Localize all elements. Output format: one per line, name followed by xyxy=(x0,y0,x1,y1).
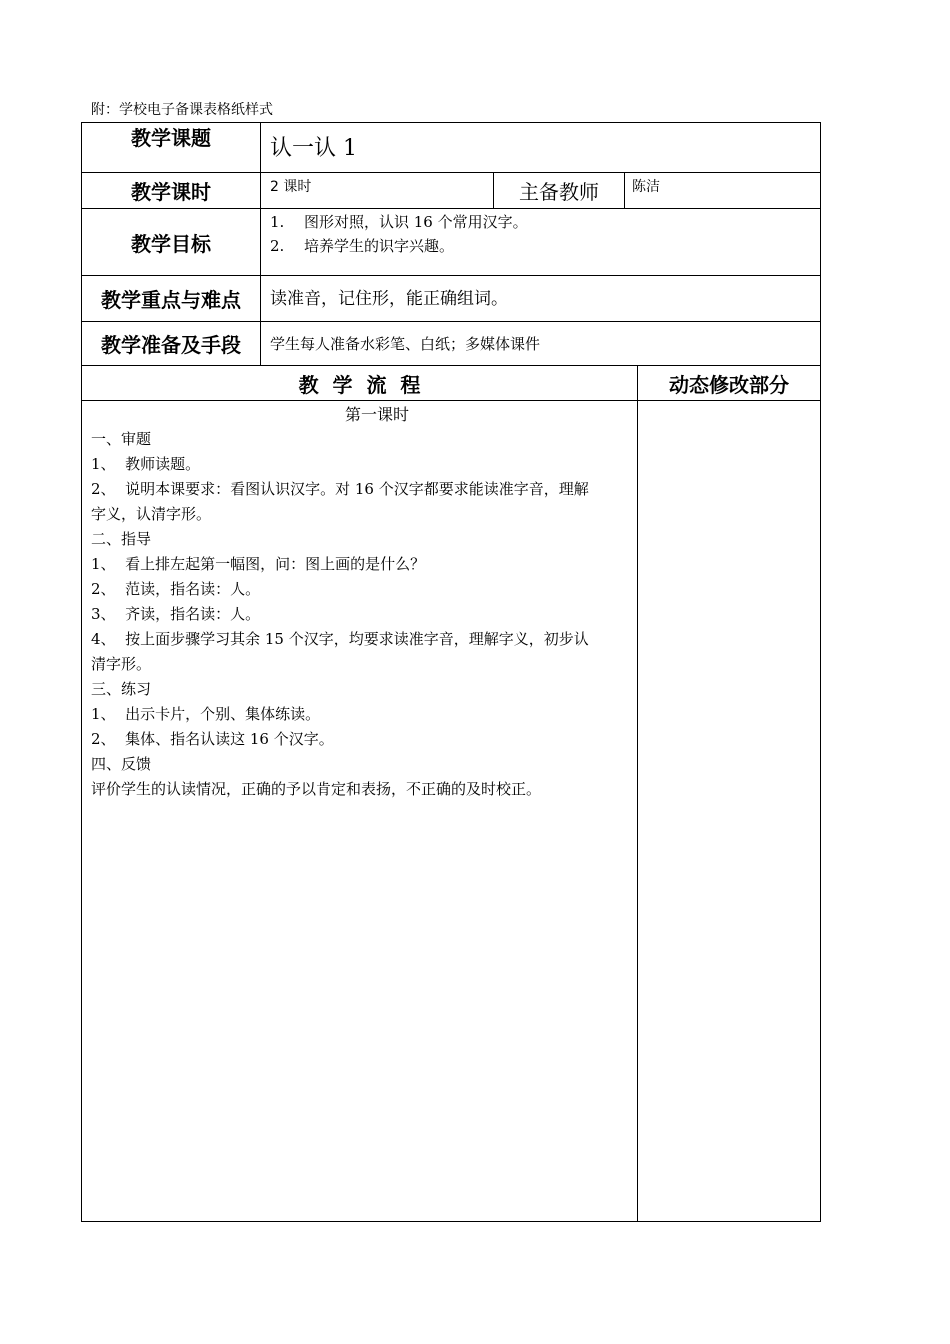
flow-line: 1、 看上排左起第一幅图，问：图上画的是什么？ xyxy=(91,555,426,573)
goal-text: 培养学生的识字兴趣。 xyxy=(304,237,455,255)
flow-line: 2、 集体、指名认读这 16 个汉字。 xyxy=(91,730,334,748)
goal-item xyxy=(270,234,454,258)
flow-line: 四、反馈 xyxy=(91,755,152,773)
teacher-value: 陈洁 xyxy=(632,179,660,195)
column-divider xyxy=(624,172,625,209)
dynamic-header: 动态修改部分 xyxy=(669,372,789,397)
column-divider xyxy=(260,122,261,366)
flow-line: 2、 范读，指名读：人。 xyxy=(91,580,261,598)
flow-line: 2、 说明本课要求：看图认识汉字。对 16 个汉字都要求能读准字音，理解 xyxy=(91,480,589,498)
flow-line: 3、 齐读，指名读：人。 xyxy=(91,605,261,623)
column-divider xyxy=(637,365,638,1222)
goal-number: 2. xyxy=(270,237,285,255)
row-divider xyxy=(81,400,821,401)
preparation-value: 学生每人准备水彩笔、白纸；多媒体课件 xyxy=(270,335,541,353)
goal-text: 图形对照，认识 16 个常用汉字。 xyxy=(304,213,528,231)
goal-number: 1. xyxy=(270,213,285,231)
flow-line: 1、 出示卡片，个别、集体练读。 xyxy=(91,705,321,723)
page-caption: 附：学校电子备课表格纸样式 xyxy=(91,102,273,118)
flow-line: 二、指导 xyxy=(91,530,152,548)
topic-value: 认一认 1 xyxy=(270,136,357,161)
flow-line: 1、 教师读题。 xyxy=(91,455,201,473)
flow-line: 三、练习 xyxy=(91,680,152,698)
flow-line: 清字形。 xyxy=(91,655,152,673)
flow-header: 教 学 流 程 xyxy=(298,372,421,397)
flow-line: 4、 按上面步骤学习其余 15 个汉字，均要求读准字音，理解字义，初步认 xyxy=(91,630,589,648)
flow-body xyxy=(91,427,631,802)
flow-line: 字义，认清字形。 xyxy=(91,505,212,523)
goals-label: 教学目标 xyxy=(131,231,211,256)
key-points-label: 教学重点与难点 xyxy=(101,288,241,312)
session-title: 第一课时 xyxy=(344,405,409,424)
topic-label: 教学课题 xyxy=(131,125,211,150)
goal-item xyxy=(270,210,528,234)
hours-value: 2 课时 xyxy=(270,179,312,195)
teacher-label: 主备教师 xyxy=(519,180,599,204)
key-points-value: 读准音，记住形，能正确组词。 xyxy=(270,289,508,309)
preparation-label: 教学准备及手段 xyxy=(101,333,241,357)
flow-line: 一、审题 xyxy=(91,430,152,448)
flow-line: 评价学生的认读情况，正确的予以肯定和表扬，不正确的及时校正。 xyxy=(91,780,542,798)
hours-label: 教学课时 xyxy=(131,180,211,204)
